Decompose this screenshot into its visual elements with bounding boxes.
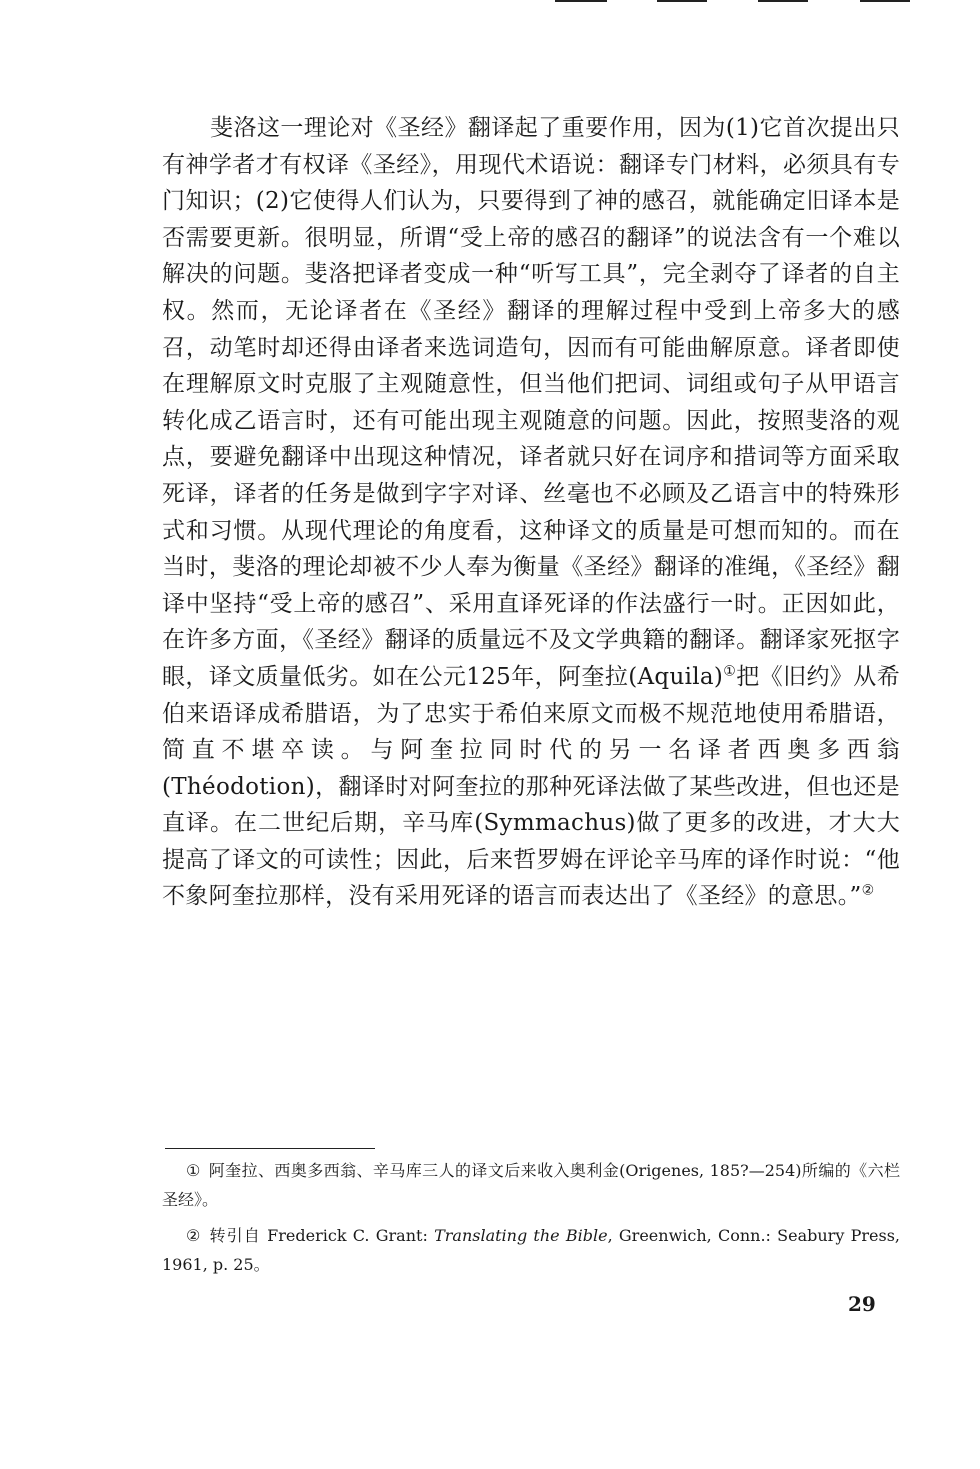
paragraph-text-continued: 把《旧约》从希伯来语译成希腊语，为了忠实于希伯来原文而极不规范地使用希腊语，简直不堪卒读。与阿奎拉同时代的另一名译者西奥多西翁(Théodotion)，翻译时对阿奎拉的那种死译法做了某些改进，但也还是直译。在二世纪后期，辛马库(Symmachus)做了更多的改进，才大大提高了译文的可读性；因此，后来哲罗姆在评论辛马库的译作时说：“他不象阿奎拉那样，没有采用死译的语言而表达出了《圣经》的意思。” (162, 663, 900, 910)
paragraph-text: 斐洛这一理论对《圣经》翻译起了重要作用，因为(1)它首次提出只有神学者才有权译《圣经》，用现代术语说：翻译专门材料，必须具有专门知识；(2)它使得人们认为，只要得到了神的感召，就能确定旧译本是否需要更新。很明显，所谓“受上帝的感召的翻译”的说法含有一个难以解决的问题。斐洛把译者变成一种“听写工具”，完全剥夺了译者的自主权。然而，无论译者在《圣经》翻译的理解过程中受到上帝多大的感召，动笔时却还得由译者来选词造句，因而有可能曲解原意。译者即使在理解原文时克服了主观随意性，但当他们把词、词组或句子从甲语言转化成乙语言时，还有可能出现主观随意的问题。因此，按照斐洛的观点，要避免翻译中出现这种情况，译者就只好在词序和措词等方面采取死译，译者的任务是做到字字对译、丝毫也不必顾及乙语言中的特殊形式和习惯。从现代理论的角度看，这种译文的质量是可想而知的。而在当时，斐洛的理论却被不少人奉为衡量《圣经》翻译的准绳，《圣经》翻译中坚持“受上帝的感召”、采用直译死译的作法盛行一时。正因如此，在许多方面，《圣经》翻译的质量远不及文学典籍的翻译。翻译家死抠字眼，译文质量低劣。如在公元125年，阿奎拉(Aquila) (162, 115, 900, 690)
footnotes (162, 1156, 900, 1286)
footnote-2-suffix: , Greenwich, Conn.: Seabury Press, 1961, p. 25。 (162, 1226, 900, 1274)
top-rule (657, 0, 707, 2)
footnote-divider (165, 1148, 375, 1149)
top-rule (860, 0, 910, 2)
footnote-1-mark: ① (186, 1161, 201, 1180)
footnote-2-book-title: Translating the Bible (434, 1226, 608, 1245)
body-text (162, 110, 900, 915)
main-paragraph (162, 110, 900, 915)
top-rule (758, 0, 808, 2)
footnote-ref-2[interactable]: ② (861, 882, 875, 899)
footnote-2-prefix: 转引自 Frederick C. Grant: (209, 1226, 435, 1245)
top-rule (555, 0, 607, 2)
footnote-2 (162, 1221, 900, 1279)
footnote-1 (162, 1156, 900, 1214)
page-number: 29 (848, 1292, 876, 1316)
footnote-1-text: 阿奎拉、西奥多西翁、辛马库三人的译文后来收入奥利金(Origenes, 185?—254)所编的《六栏圣经》。 (162, 1161, 900, 1209)
footnote-ref-1[interactable]: ① (723, 663, 737, 680)
footnote-2-mark: ② (186, 1226, 202, 1245)
